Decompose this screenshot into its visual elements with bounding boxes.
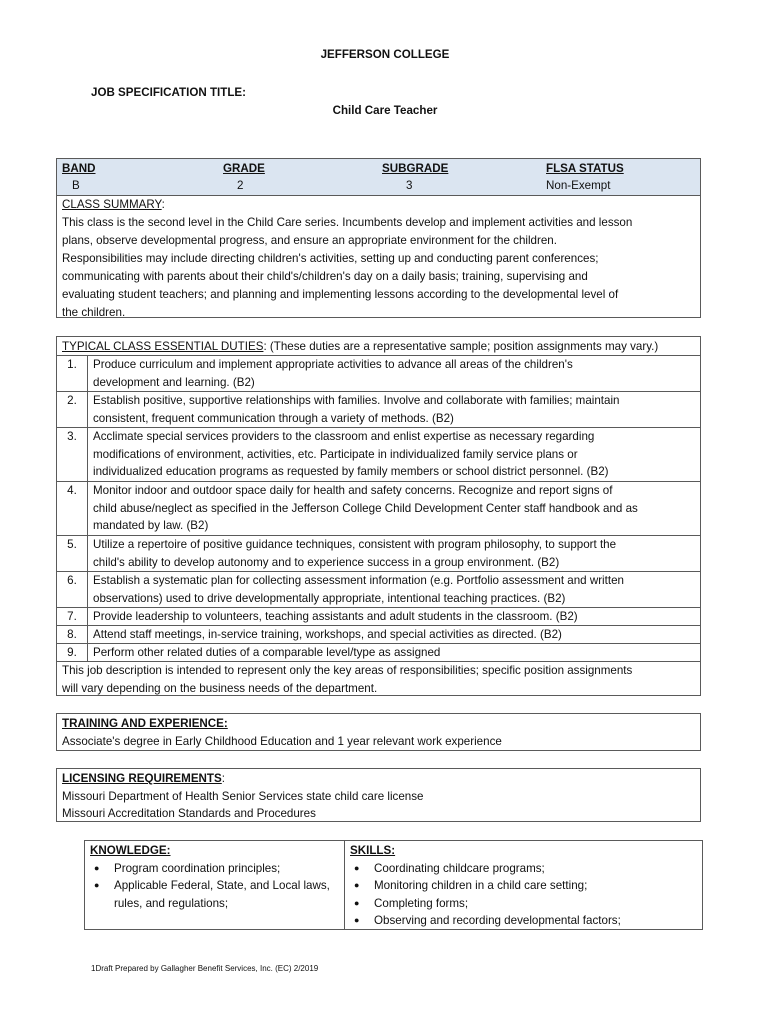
duty-number: 3. <box>67 430 77 443</box>
duties-footer-line: This job description is intended to represent only the key areas of responsibilities; specific position assignments <box>62 664 633 677</box>
duty-item <box>57 427 700 481</box>
grade-header: GRADE <box>223 162 265 175</box>
skills-item: ● Coordinating childcare programs; <box>350 860 698 878</box>
duty-number: 5. <box>67 538 77 551</box>
duty-text: Acclimate special services providers to the classroom and enlist expertise as necessary regarding modifications of environment, activities, etc. Participate in individualized family service plans or individualized education programs as requested by family members or school district personnel. (B2) <box>93 430 609 479</box>
knowledge-item: ● Program coordination principles; <box>90 860 340 878</box>
flsa-status-header: FLSA STATUS <box>546 162 624 175</box>
duty-item <box>57 571 700 607</box>
classification-summary-box <box>56 158 701 318</box>
class-summary-line: evaluating student teachers; and planning and implementing lessons according to the developmental level of <box>62 288 619 301</box>
duty-number: 7. <box>67 610 77 623</box>
knowledge-label: KNOWLEDGE: <box>90 844 171 857</box>
duty-text: Attend staff meetings, in-service training, workshops, and special activities as directed. (B2) <box>93 628 562 641</box>
knowledge-item: ● Applicable Federal, State, and Local laws, rules, and regulations; <box>90 877 340 912</box>
duty-item <box>57 535 700 571</box>
knowledge-skills-table <box>84 840 703 930</box>
subgrade-value: 3 <box>406 179 413 192</box>
class-summary: CLASS SUMMARY: This class is the second level in the Child Care series. Incumbents develop and implement activities and lesson plans, observe developmental progress, and ensure an appropriate environment for the children. Responsibilities may include directing children's activities, setting up and conducting parent conferences; communicating with parents about their child's/children's day on a daily basis; training, supervising and evaluating student teachers; and planning and implementing lessons according to the developmental level of the children. <box>62 196 695 322</box>
duties-heading <box>62 338 696 356</box>
licensing-label: LICENSING REQUIREMENTS <box>62 772 222 785</box>
duty-text: Monitor indoor and outdoor space daily for health and safety concerns. Recognize and report signs of child abuse/neglect as specified in the Jefferson College Child Development Center staff handbook and as mandated by law. (B2) <box>93 484 638 533</box>
duty-text: Utilize a repertoire of positive guidance techniques, consistent with program philosophy, to support the child's ability to develop autonomy and to experience success in a group environment. (B2) <box>93 538 617 569</box>
duty-number: 9. <box>67 646 77 659</box>
class-summary-line: plans, observe developmental progress, and ensure an appropriate environment for the children. <box>62 234 557 247</box>
classification-row <box>57 159 700 196</box>
class-summary-line: the children. <box>62 306 126 319</box>
duty-item <box>57 643 700 661</box>
duty-item <box>57 391 700 427</box>
duty-item <box>57 625 700 643</box>
skills-label: SKILLS: <box>350 844 396 857</box>
duty-number: 2. <box>67 394 77 407</box>
training-label: TRAINING AND EXPERIENCE: <box>62 717 228 730</box>
flsa-status-value: Non-Exempt <box>546 179 611 192</box>
duty-text: Provide leadership to volunteers, teaching assistants and adult students in the classroom. (B2) <box>93 610 578 623</box>
duty-number: 6. <box>67 574 77 587</box>
class-summary-label: CLASS SUMMARY <box>62 198 162 211</box>
subgrade-header: SUBGRADE <box>382 162 449 175</box>
duty-text: Establish positive, supportive relationships with families. Involve and collaborate with families; maintain consistent, frequent communication through a variety of methods. (B2) <box>93 394 620 425</box>
college-name: JEFFERSON COLLEGE <box>320 48 450 61</box>
duties-label: TYPICAL CLASS ESSENTIAL DUTIES <box>62 340 264 353</box>
duties-note: : (These duties are a representative sample; position assignments may vary.) <box>263 340 659 353</box>
duty-number: 8. <box>67 628 77 641</box>
knowledge-column <box>90 842 340 912</box>
skills-item: ● Completing forms; <box>350 895 698 913</box>
duties-footer-line: will vary depending on the business needs of the department. <box>62 681 378 695</box>
band-value: B <box>72 179 80 192</box>
duty-item <box>57 607 700 625</box>
duty-text: Perform other related duties of a comparable level/type as assigned <box>93 646 441 659</box>
duty-number: 1. <box>67 358 77 371</box>
skills-column <box>350 842 698 930</box>
duty-text: Establish a systematic plan for collecting assessment information (e.g. Portfolio assessment and written observations) used to drive developmentally appropriate, intentional teaching practices. (B2) <box>93 574 624 605</box>
duties-footer <box>57 661 700 697</box>
skills-item: ● Monitoring children in a child care setting; <box>350 877 698 895</box>
class-summary-line: Responsibilities may include directing children's activities, setting up and conducting parent conferences; <box>62 252 599 265</box>
class-summary-line: communicating with parents about their child's/children's day on a daily basis; training, supervising and <box>62 270 588 283</box>
licensing-line: Missouri Accreditation Standards and Procedures <box>62 807 316 821</box>
job-spec-title-label: JOB SPECIFICATION TITLE: <box>91 86 247 99</box>
training-text: Associate's degree in Early Childhood Education and 1 year relevant work experience <box>62 734 502 748</box>
licensing-box: LICENSING REQUIREMENTS: Missouri Department of Health Senior Services state child care license Missouri Accreditation Standards and Procedures <box>56 768 701 822</box>
class-summary-line: This class is the second level in the Child Care series. Incumbents develop and implement activities and lesson <box>62 216 633 229</box>
duty-text: Produce curriculum and implement appropriate activities to advance all areas of the children's development and learning. (B2) <box>93 358 573 389</box>
skills-item: ● Observing and recording developmental factors; <box>350 912 698 930</box>
page-footer: 1Draft Prepared by Gallagher Benefit Services, Inc. (EC) 2/2019 <box>91 964 319 973</box>
training-box <box>56 713 701 751</box>
duty-number: 4. <box>67 484 77 497</box>
job-title: Child Care Teacher <box>332 104 438 117</box>
licensing-line: Missouri Department of Health Senior Services state child care license <box>62 789 424 803</box>
duties-box <box>56 336 701 696</box>
grade-value: 2 <box>237 179 244 192</box>
duty-item <box>57 481 700 535</box>
duty-item <box>57 355 700 391</box>
band-header: BAND <box>62 162 96 175</box>
